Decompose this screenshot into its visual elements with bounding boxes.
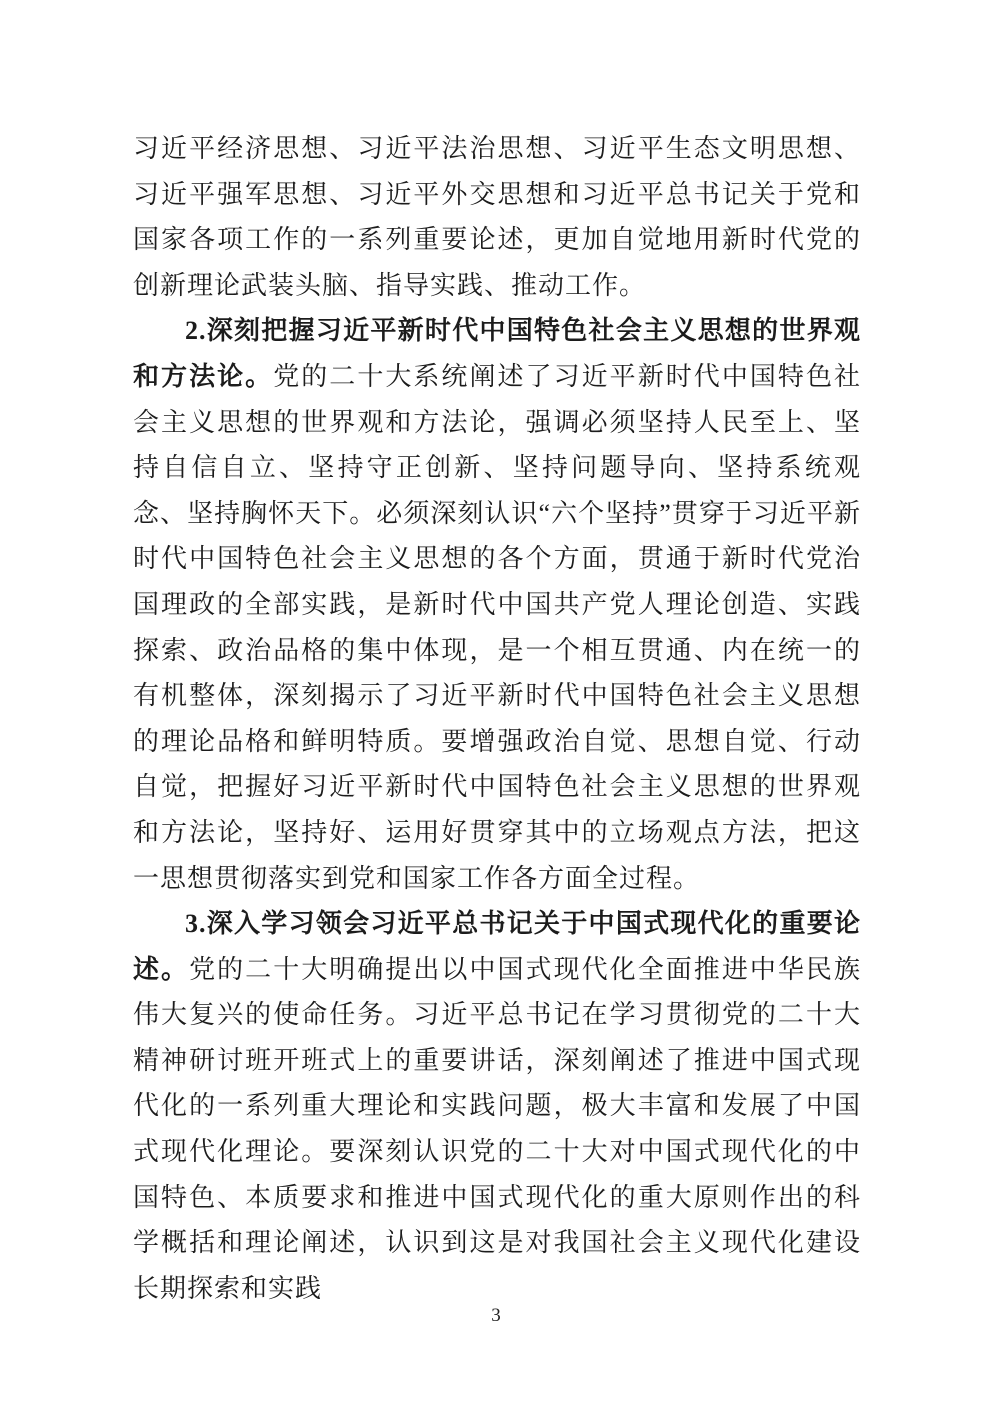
paragraph — [133, 901, 861, 1311]
paragraph — [133, 308, 861, 901]
paragraph — [133, 126, 861, 308]
paragraph-lead: 3.深入学习领会习近平总书记关于中国式现代化的重要论述。 — [133, 909, 861, 984]
paragraph-text: 党的二十大明确提出以中国式现代化全面推进中华民族伟大复兴的使命任务。习近平总书记在学习贯彻党的二十大精神研讨班开班式上的重要讲话，深刻阐述了推进中国式现代化的一系列重大理论和实践问题，极大丰富和发展了中国式现代化理论。要深刻认识党的二十大对中国式现代化的中国特色、本质要求和推进中国式现代化的重大原则作出的科学概括和理论阐述，认识到这是对我国社会主义现代化建设长期探索和实践 — [133, 954, 861, 1303]
paragraph-lead: 2.深刻把握习近平新时代中国特色社会主义思想的世界观和方法论。 — [133, 316, 861, 391]
page-number: 3 — [491, 1305, 501, 1326]
paragraph-text: 习近平经济思想、习近平法治思想、习近平生态文明思想、习近平强军思想、习近平外交思想和习近平总书记关于党和国家各项工作的一系列重要论述，更加自觉地用新时代党的创新理论武装头脑、指导实践、推动工作。 — [133, 134, 861, 300]
paragraph-text: 党的二十大系统阐述了习近平新时代中国特色社会主义思想的世界观和方法论，强调必须坚持人民至上、坚持自信自立、坚持守正创新、坚持问题导向、坚持系统观念、坚持胸怀天下。必须深刻认识“六个坚持”贯穿于习近平新时代中国特色社会主义思想的各个方面，贯通于新时代党治国理政的全部实践，是新时代中国共产党人理论创造、实践探索、政治品格的集中体现，是一个相互贯通、内在统一的有机整体，深刻揭示了习近平新时代中国特色社会主义思想的理论品格和鲜明特质。要增强政治自觉、思想自觉、行动自觉，把握好习近平新时代中国特色社会主义思想的世界观和方法论，坚持好、运用好贯穿其中的立场观点方法，把这一思想贯彻落实到党和国家工作各方面全过程。 — [133, 361, 861, 893]
page-body — [133, 126, 861, 1311]
